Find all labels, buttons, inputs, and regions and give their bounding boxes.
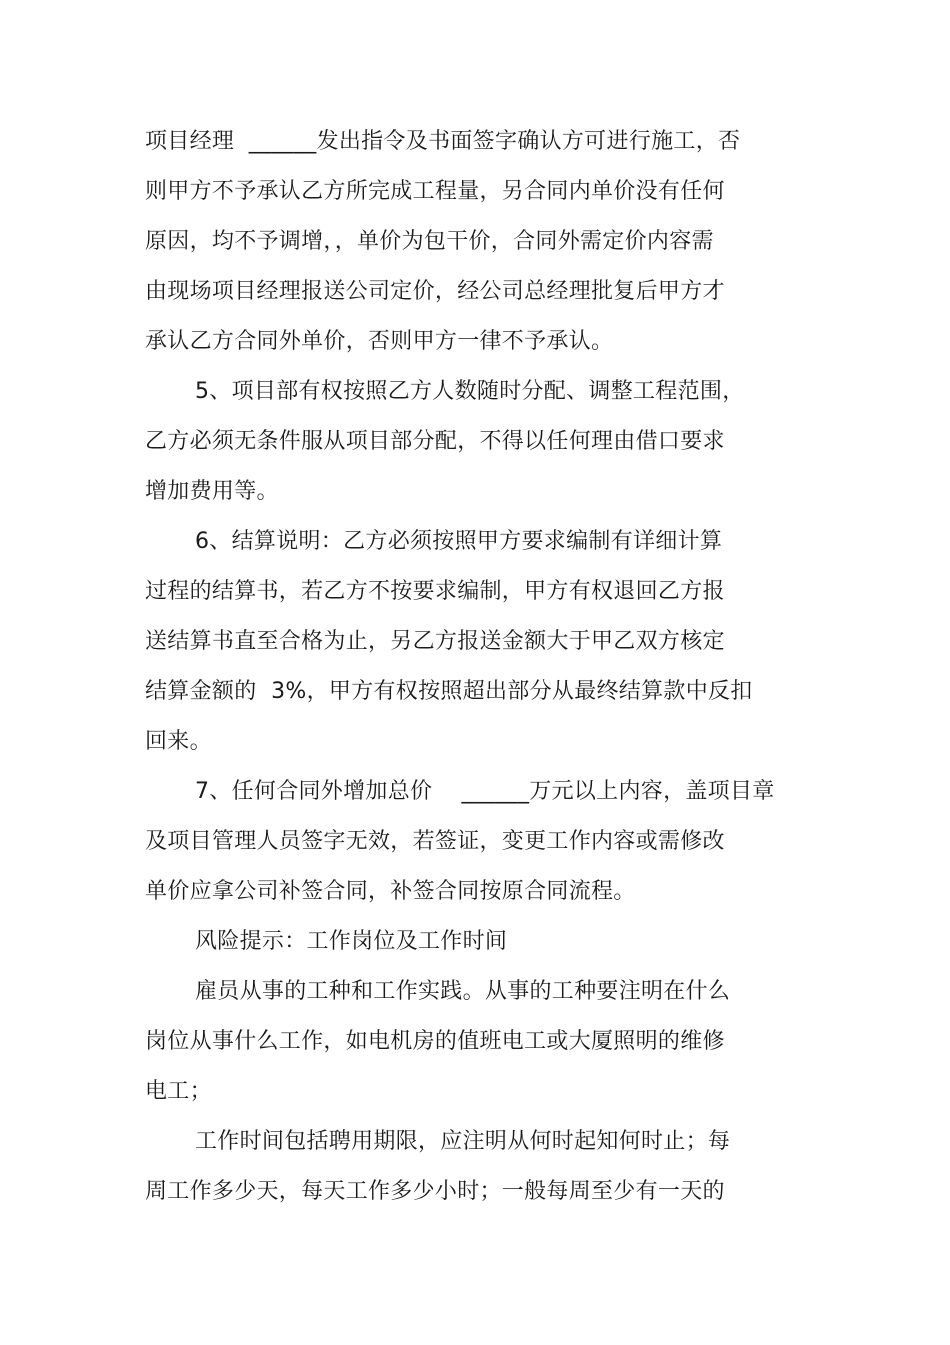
text-line: 5、项目部有权按照乙方人数随时分配、调整工程范围， [195, 379, 745, 404]
text-line: 回来。 [145, 729, 212, 754]
text-line: 由现场项目经理报送公司定价，经公司总经理批复后甲方才 [145, 279, 725, 304]
text-line: 则甲方不予承认乙方所完成工程量，另合同内单价没有任何 [145, 179, 725, 204]
text-line: 及项目管理人员签字无效，若签证，变更工作内容或需修改 [145, 829, 725, 854]
text-line: 结算金额的 3%，甲方有权按照超出部分从最终结算款中反扣 [145, 679, 753, 704]
text-line: 单价应拿公司补签合同，补签合同按原合同流程。 [145, 879, 636, 904]
text-line: 原因，均不予调增，，单价为包干价，合同外需定价内容需 [145, 229, 714, 254]
text-line: 6、结算说明：乙方必须按照甲方要求编制有详细计算 [195, 529, 723, 554]
text-line: 风险提示：工作岗位及工作时间 [195, 929, 508, 954]
text-line: 雇员从事的工种和工作实践。从事的工种要注明在什么 [195, 979, 731, 1004]
text-line: 周工作多少天，每天工作多少小时；一般每周至少有一天的 [145, 1179, 725, 1204]
text-line: 乙方必须无条件服从项目部分配，不得以任何理由借口要求 [145, 429, 725, 454]
text-line: 电工； [145, 1079, 212, 1104]
text-line: 岗位从事什么工作，如电机房的值班电工或大厦照明的维修 [145, 1029, 725, 1054]
text-line: 送结算书直至合格为止，另乙方报送金额大于甲乙双方核定 [145, 629, 725, 654]
text-line: 承认乙方合同外单价，否则甲方一律不予承认。 [145, 329, 614, 354]
text-line: 7、任何合同外增加总价 ______万元以上内容，盖项目章 [195, 779, 775, 804]
text-line: 项目经理 ______发出指令及书面签字确认方可进行施工，否 [145, 129, 741, 154]
text-line: 增加费用等。 [145, 479, 279, 504]
text-line: 工作时间包括聘用期限，应注明从何时起知何时止；每 [195, 1129, 731, 1154]
text-line: 过程的结算书，若乙方不按要求编制，甲方有权退回乙方报 [145, 579, 725, 604]
